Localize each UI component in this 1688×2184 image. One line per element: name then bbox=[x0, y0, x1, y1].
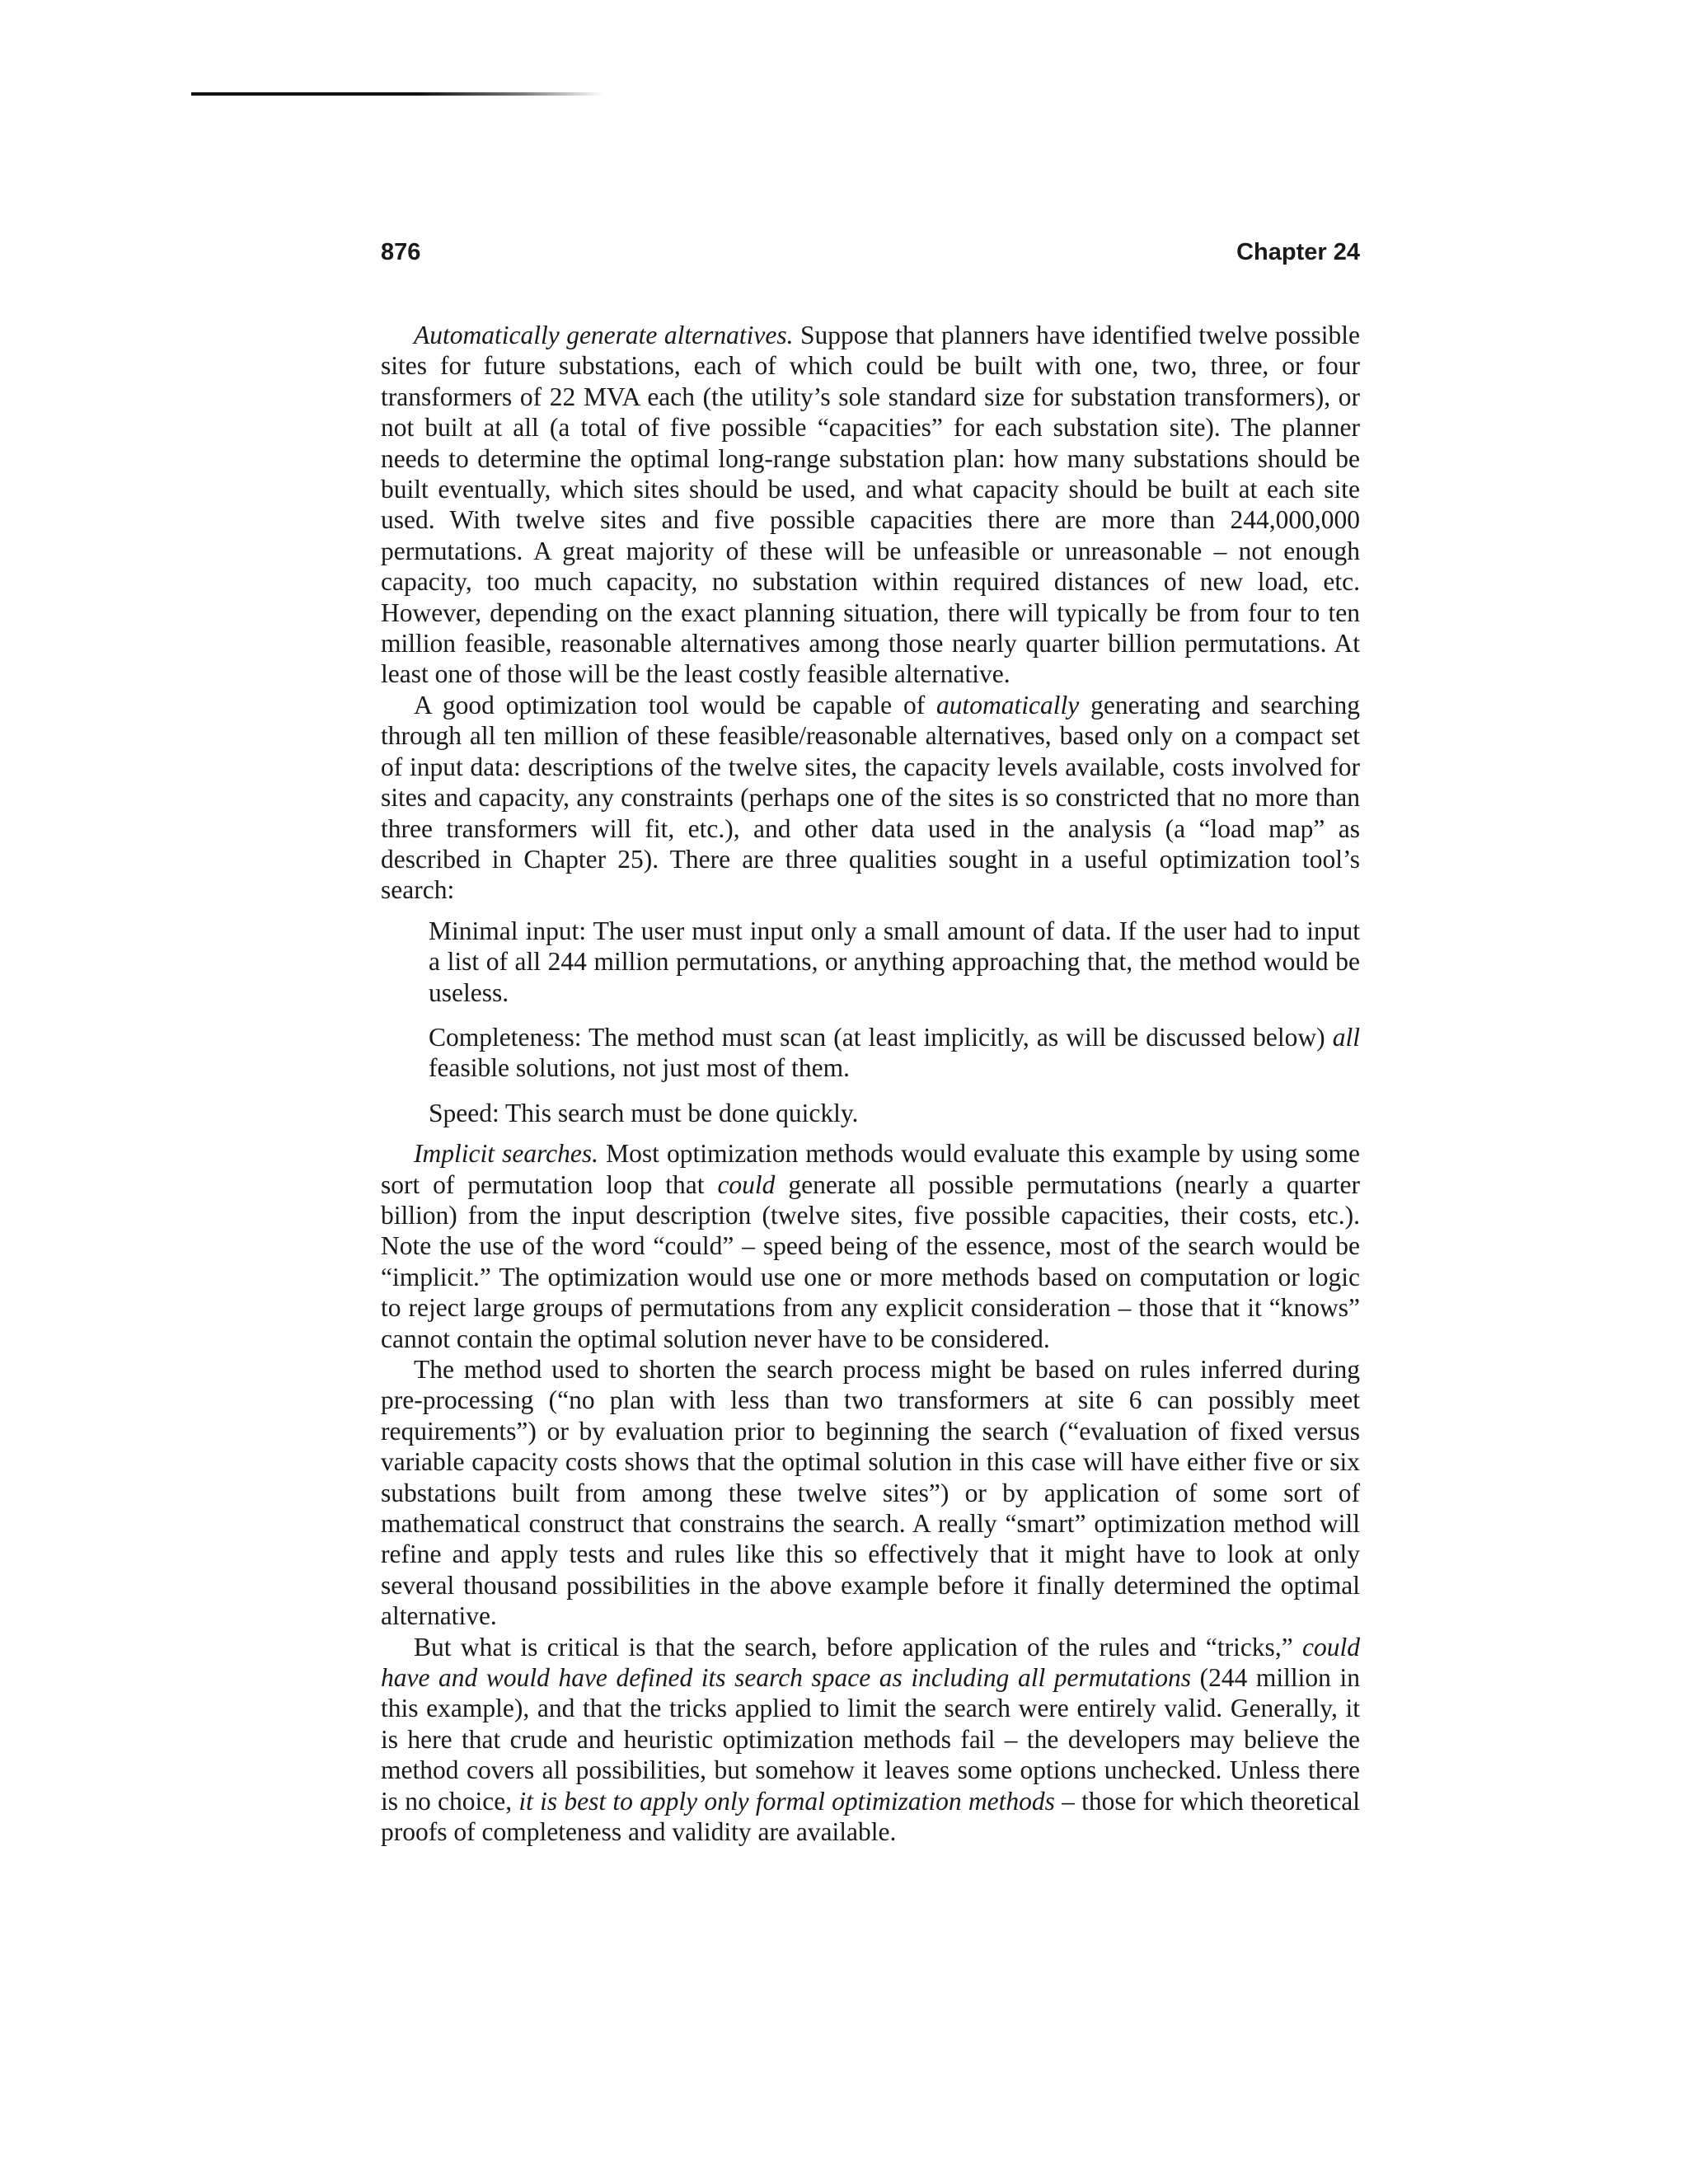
paragraph-text: The method used to shorten the search process might be based on rules inferred during pre-processing (“no plan with less than two transformers at site 6 can possibly meet requirements”) or by evaluation prior to beginning the search (“evaluation of fixed versus variable capacity costs shows that the optimal solution in this case will have either five or six substations built from among these twelve sites”) or by application of some sort of mathematical construct that constrains the search. A really “smart” optimization method will refine and apply tests and rules like this so effectively that it might have to look at only several thousand possibilities in the above example before it finally determined the optimal alternative. bbox=[381, 1355, 1360, 1631]
chapter-label: Chapter 24 bbox=[1236, 239, 1360, 265]
paragraph-shorten-search bbox=[381, 1354, 1360, 1632]
list-item-text: Completeness: The method must scan (at least implicitly, as will be discussed below) bbox=[429, 1022, 1333, 1052]
page-number: 876 bbox=[381, 239, 421, 265]
paragraph-text: But what is critical is that the search, before application of the rules and “tricks,” bbox=[414, 1632, 1303, 1661]
paragraph-generate-alternatives bbox=[381, 320, 1360, 690]
emphasis-text: it is best to apply only formal optimization methods bbox=[518, 1786, 1055, 1816]
paragraph-text: (244 million in this example), and that the tricks applied to limit the search were entirely valid. Generally, it is here that crude and heuristic optimization methods fail – the developers may believe the method covers all possibilities, but somehow it leaves some options unchecked. Unless there is no choice, bbox=[381, 1663, 1361, 1816]
paragraph-text: generating and searching through all ten million of these feasible/reasonable alternatives, based only on a compact set of input data: descriptions of the twelve sites, the capacity levels available, costs involved for sites and capacity, any constraints (perhaps one of the sites is so constricted that no more than three transformers will fit, etc.), and other data used in the analysis (a “load map” as described in Chapter 25). There are three qualities sought in a useful optimization tool’s search: bbox=[381, 690, 1360, 905]
body-text bbox=[381, 320, 1360, 1848]
paragraph-critical-search bbox=[381, 1632, 1360, 1848]
paragraph-lead: Automatically generate alternatives. bbox=[414, 321, 794, 349]
emphasis-text: all bbox=[1332, 1022, 1360, 1052]
list-item-text: Minimal input: The user must input only a small amount of data. If the user had to input a list of all 244 million permutations, or anything approaching that, the method would be useless. bbox=[429, 916, 1360, 1007]
list-item-completeness bbox=[429, 1022, 1360, 1084]
paragraph-text: generate all possible permutations (nearly a quarter billion) from the input description (twelve sites, five possible capacities, their costs, etc.). Note the use of the word “could” – speed being of the essence, most of the search would be “implicit.” The optimization would use one or more methods based on computation or logic to reject large groups of permutations from any explicit consideration – those that it “knows” cannot contain the optimal solution never have to be considered. bbox=[381, 1169, 1360, 1353]
header-rule bbox=[191, 92, 603, 96]
emphasis-text: automatically bbox=[936, 690, 1080, 719]
emphasis-text: could have and would have defined its search space as including all permutations bbox=[381, 1632, 1360, 1693]
paragraph-text: Suppose that planners have identified twelve possible sites for future substations, each of which could be built with one, two, three, or four transformers of 22 MVA each (the utility’s sole standard size for substation transformers), or not built at all (a total of five possible “capacities” for each substation site). The planner needs to determine the optimal long-range substation plan: how many substations should be built eventually, which sites should be used, and what capacity should be built at each site used. With twelve sites and five possible capacities there are more than 244,000,000 permutations. A great majority of these will be unfeasible or unreasonable – not enough capacity, too much capacity, no substation within required distances of new load, etc. However, depending on the exact planning situation, there will typically be from four to ten million feasible, reasonable alternatives among those nearly quarter billion permutations. At least one of those will be the least costly feasible alternative. bbox=[381, 321, 1360, 689]
list-item-text: Speed: This search must be done quickly. bbox=[429, 1098, 859, 1127]
paragraph-text: A good optimization tool would be capable of bbox=[414, 690, 937, 719]
paragraph-implicit-searches bbox=[381, 1138, 1360, 1354]
paragraph-text: Most optimization methods would evaluate this example by using some sort of permutation loop that bbox=[381, 1139, 1360, 1199]
list-item-minimal-input bbox=[429, 916, 1360, 1008]
paragraph-optimization-tool bbox=[381, 690, 1360, 906]
list-item-speed bbox=[429, 1098, 1360, 1128]
list-item-text: feasible solutions, not just most of them. bbox=[429, 1053, 850, 1083]
emphasis-text: could bbox=[717, 1169, 776, 1199]
paragraph-text: – those for which theoretical proofs of completeness and validity are available. bbox=[381, 1786, 1360, 1847]
running-header bbox=[381, 239, 1360, 275]
paragraph-lead: Implicit searches. bbox=[414, 1139, 599, 1169]
qualities-list bbox=[429, 916, 1360, 1128]
